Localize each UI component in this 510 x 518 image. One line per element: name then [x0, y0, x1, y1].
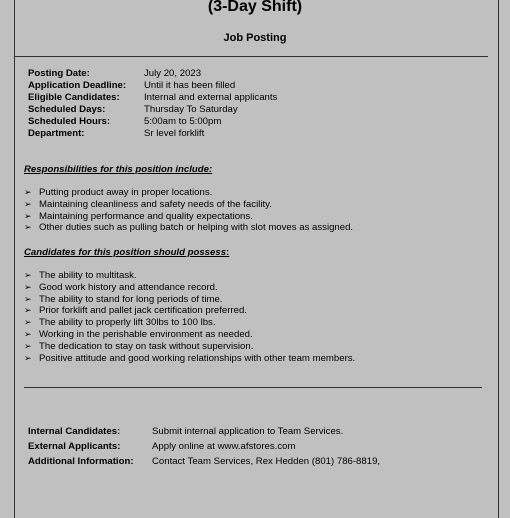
list-item-text: The ability to stand for long periods of time.	[39, 293, 223, 305]
list-item	[24, 341, 355, 353]
arrow-bullet-icon: ➢	[24, 210, 32, 221]
list-item	[24, 305, 355, 317]
contact-row	[28, 439, 380, 454]
list-item-text: The ability to properly lift 30lbs to 100 lbs.	[39, 317, 216, 329]
arrow-bullet-icon: ➢	[24, 352, 32, 363]
contact-value: Apply online at www.afstores.com	[152, 441, 296, 452]
list-item-text: Working in the perishable environment as needed.	[39, 328, 253, 340]
contact-row	[28, 454, 380, 469]
detail-row	[28, 80, 277, 92]
list-item	[24, 222, 353, 234]
list-item	[24, 187, 353, 199]
detail-value: July 20, 2023	[144, 68, 202, 79]
qualifications-heading-colon: :	[226, 247, 230, 258]
page-subtitle: Job Posting	[223, 32, 287, 44]
detail-row	[28, 128, 277, 140]
detail-label: Department:	[28, 128, 85, 139]
detail-label: Scheduled Hours:	[28, 116, 111, 127]
detail-label: Eligible Candidates:	[28, 92, 120, 103]
arrow-bullet-icon: ➢	[24, 281, 32, 292]
responsibilities-heading: Responsibilities for this position include:	[24, 164, 213, 175]
list-item-text: Good work history and attendance record.	[39, 281, 218, 293]
contact-label: Internal Candidates:	[28, 426, 121, 437]
contact-value: Submit internal application to Team Services.	[152, 426, 344, 437]
detail-value: Internal and external applicants	[144, 92, 278, 103]
list-item	[24, 270, 355, 282]
detail-value: 5:00am to 5:00pm	[144, 116, 222, 127]
detail-value: Sr level forklift	[144, 128, 205, 139]
qualifications-heading	[24, 247, 229, 258]
arrow-bullet-icon: ➢	[24, 222, 32, 233]
detail-value: Until it has been filled	[144, 80, 236, 91]
list-item	[24, 317, 355, 329]
posting-details	[28, 68, 277, 140]
list-item-text: Putting product away in proper locations.	[39, 187, 213, 198]
arrow-bullet-icon: ➢	[24, 198, 32, 209]
list-item-text: Positive attitude and good working relationships with other team members.	[39, 352, 356, 364]
arrow-bullet-icon: ➢	[24, 340, 32, 351]
arrow-bullet-icon: ➢	[24, 305, 32, 316]
list-item-text: The dedication to stay on task without supervision.	[39, 340, 254, 352]
list-item	[24, 211, 353, 223]
arrow-bullet-icon: ➢	[24, 187, 32, 197]
contact-value: Contact Team Services, Rex Hedden (801) 786-8819,	[152, 456, 381, 467]
responsibilities-list	[24, 187, 353, 234]
list-item	[24, 329, 355, 341]
contact-label: Additional Information:	[28, 456, 134, 467]
section-divider	[24, 387, 482, 388]
detail-value: Thursday To Saturday	[144, 104, 238, 115]
detail-label: Posting Date:	[28, 68, 90, 79]
contact-row	[28, 424, 380, 439]
detail-label: Scheduled Days:	[28, 104, 106, 115]
list-item	[24, 282, 355, 294]
page-title: (3-Day Shift)	[207, 0, 303, 15]
qualifications-list	[24, 270, 355, 364]
header-divider	[14, 56, 488, 57]
detail-row	[28, 68, 277, 80]
arrow-bullet-icon: ➢	[24, 328, 32, 339]
list-item-text: Other duties such as pulling batch or helping with slot moves as assigned.	[39, 222, 354, 234]
detail-row	[28, 116, 277, 128]
contact-info	[28, 424, 380, 469]
detail-label: Application Deadline:	[28, 80, 127, 91]
list-item-text: Maintaining cleanliness and safety needs of the facility.	[39, 198, 272, 210]
list-item	[24, 199, 353, 211]
list-item	[24, 294, 355, 306]
list-item-text: Maintaining performance and quality expectations.	[39, 210, 253, 222]
list-item	[24, 353, 355, 365]
list-item-text: The ability to multitask.	[39, 270, 137, 281]
arrow-bullet-icon: ➢	[24, 270, 32, 280]
list-item-text: Prior forklift and pallet jack certification preferred.	[39, 305, 247, 317]
detail-row	[28, 92, 277, 104]
contact-label: External Applicants:	[28, 441, 121, 452]
qualifications-heading-text: Candidates for this position should possess	[24, 247, 227, 258]
arrow-bullet-icon: ➢	[24, 293, 32, 304]
detail-row	[28, 104, 277, 116]
arrow-bullet-icon: ➢	[24, 317, 32, 328]
